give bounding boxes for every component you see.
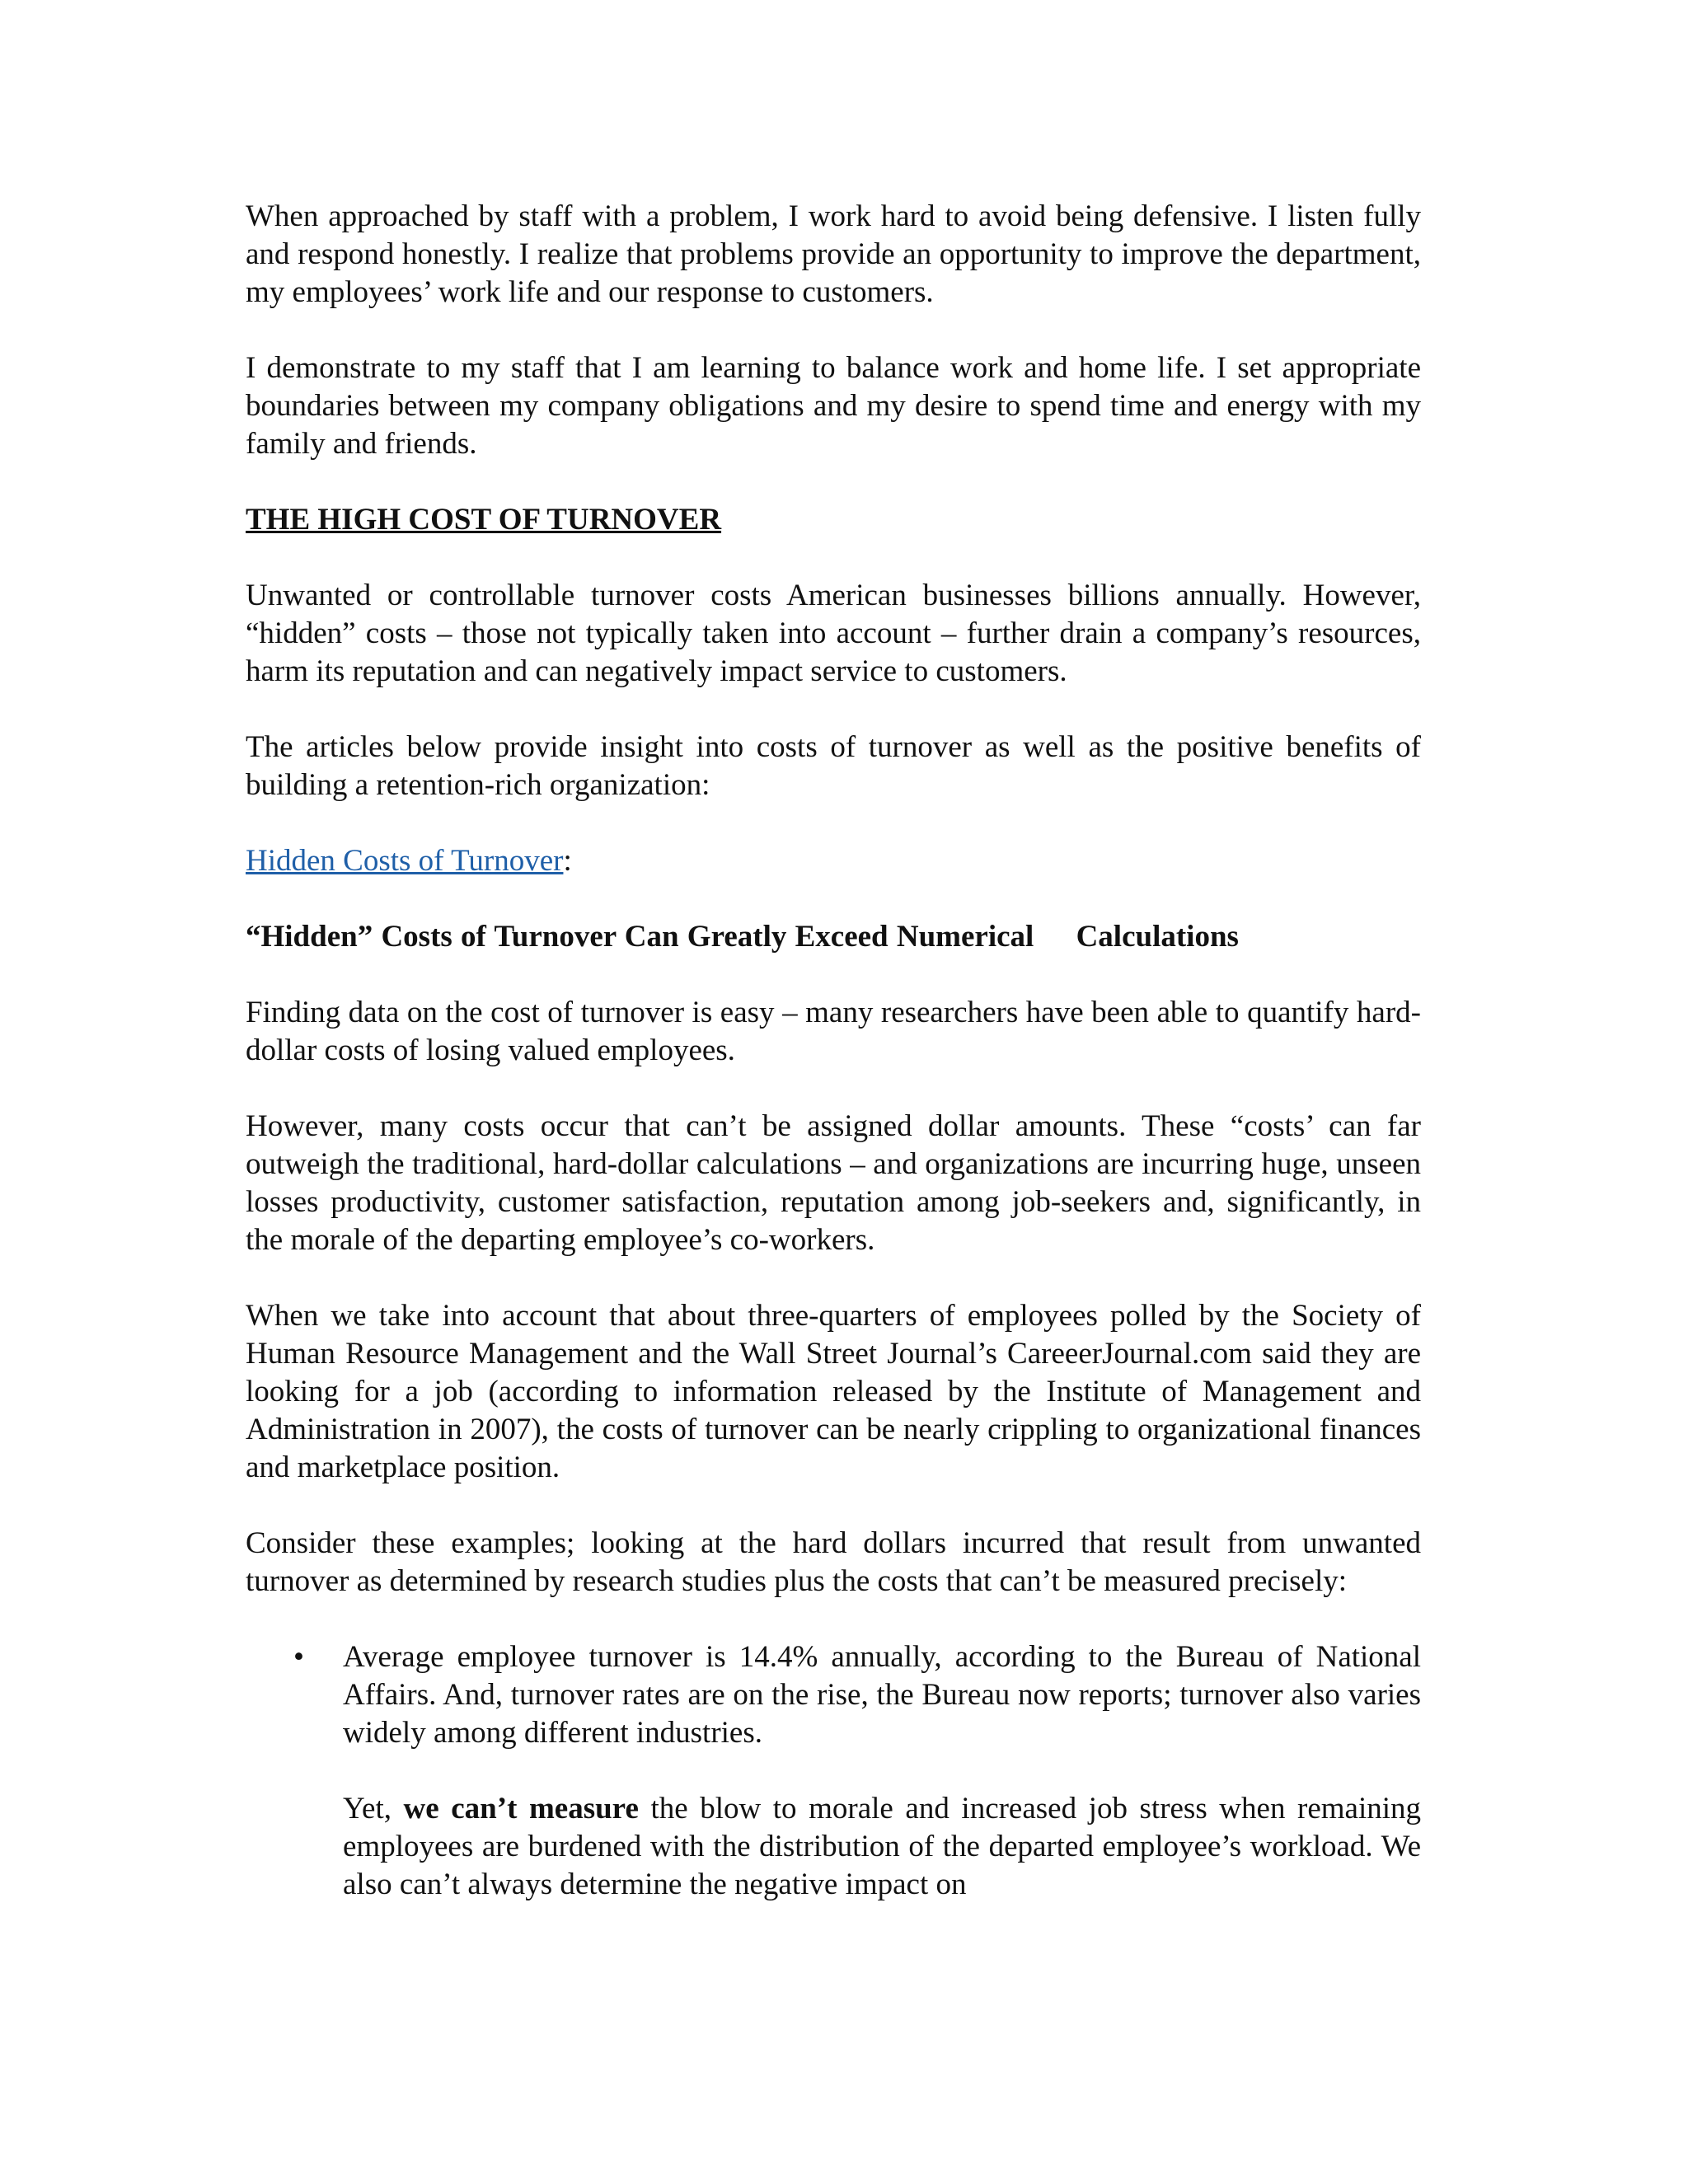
paragraph-survey-stats: When we take into account that about three-quarters of employees polled by the Society of Human Resource Management and the Wall Street Journal’s CareeerJournal.com said they are looking for a job (according to information released by the Institute of Management and Administration in 2007), the costs of turnover can be nearly crippling to organizational finances and marketplace position. [246,1299,1421,1484]
bullet-continuation-rest: the blow to morale and increased job stress when remaining employees are burdened with the distribution of the departed employee’s workload. We also can’t always determine the negative impact on [343,1792,1422,1901]
article-subheading [246,918,1421,956]
paragraph-turnover-intro: Unwanted or controllable turnover costs American businesses billions annually. However, “hidden” costs – those not typically taken into account – further drain a company’s resources, harm its reputation and can negatively impact service to customers. [246,579,1421,688]
paragraph-work-life-balance: I demonstrate to my staff that I am learning to balance work and home life. I set appropriate boundaries between my company obligations and my desire to spend time and energy with my family and friends. [246,351,1421,461]
article-subheading-text: “Hidden” Costs of Turnover Can Greatly Exceed Numerical Calculations [246,920,1239,954]
document-body [246,198,1421,1904]
paragraph-unmeasured-costs: However, many costs occur that can’t be assigned dollar amounts. These “costs’ can far outweigh the traditional, hard-dollar calculations – and organizations are incurring huge, unseen losses productivity, customer satisfaction, reputation among job-seekers and, significantly, in the morale of the departing employee’s co-workers. [246,1109,1421,1257]
bullet-marker: • [293,1640,304,1674]
bullet-continuation [343,1790,1421,1904]
paragraph-examples-intro: Consider these examples; looking at the hard dollars incurred that result from unwanted turnover as determined by research studies plus the costs that can’t be measured precisely: [246,1526,1421,1598]
hidden-costs-link[interactable]: Hidden Costs of Turnover [246,844,564,878]
bullet-continuation-prefix: Yet, [343,1792,404,1825]
article-link-line [246,842,1421,880]
bullet-text: Average employee turnover is 14.4% annually, according to the Bureau of National Affairs. And, turnover rates are on the rise, the Bureau now reports; turnover also varies widely among different industries. [343,1640,1421,1750]
link-suffix: : [563,844,572,878]
paragraph-finding-data: Finding data on the cost of turnover is easy – many researchers have been able to quantify hard-dollar costs of losing valued employees. [246,996,1421,1067]
list-item [246,1638,1421,1904]
section-heading: THE HIGH COST OF TURNOVER [246,503,722,537]
paragraph-articles-intro: The articles below provide insight into costs of turnover as well as the positive benefits of building a retention-rich organization: [246,730,1421,802]
paragraph-defensiveness: When approached by staff with a problem, I work hard to avoid being defensive. I listen fully and respond honestly. I realize that problems provide an opportunity to improve the department, my employees’ work life and our response to customers. [246,199,1421,309]
bullet-continuation-emphasis: we can’t measure [403,1792,639,1825]
